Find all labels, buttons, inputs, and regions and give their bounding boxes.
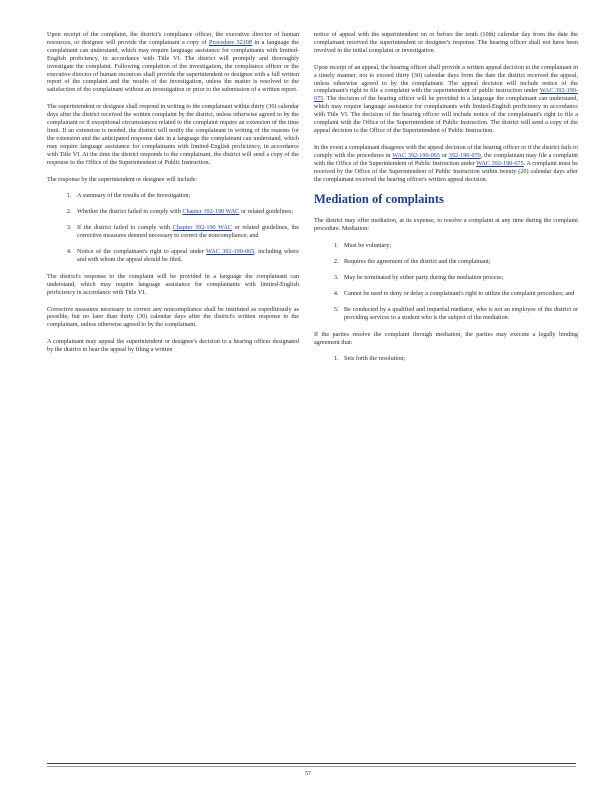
- paragraph-notice-of-appeal: notice of appeal with the superintendent on or before the tenth (10th) calendar day from the date the complainant received the superintendent or designee's response. The hearing officer shall not have been involved in the initial complaint or investigation.: [314, 31, 578, 54]
- list-item: 4. Cannot be used to deny or delay a complainant's right to utilize the complaint procedure; and: [340, 290, 578, 298]
- section-heading-mediation: Mediation of complaints: [314, 192, 444, 207]
- chapter-392-190-wac-link[interactable]: Chapter 392-190 WAC: [182, 208, 240, 216]
- paragraph-ospi-complaint: In the event a complainant disagrees with the appeal decision of the hearing officer or if the district fails to comply with the procedures in WAC 392-190-065 or 392-190-070, the complainant may file a complaint with the Office of the Superintendent of Public Instruction under WAC 392-190-075. A complaint must be received by the Office of the Superintendent of Public Instruction within twenty (20) calendar days after the complainant received the hearing officer's written appeal decision.: [314, 143, 579, 183]
- list-item: 3. If the district failed to comply with Chapter 392-190 WAC or related guidelines, the corrective measures deemed necessary to correct the noncompliance; and: [73, 224, 299, 240]
- list-item: 3. May be terminated by either party during the mediation process;: [340, 274, 578, 282]
- list-item: 2. Whether the district failed to comply with Chapter 392-190 WAC or related guidelines;: [73, 208, 299, 216]
- list-item: 1. A summary of the results of the investigation;: [73, 192, 299, 200]
- list-item: 1. Must be voluntary;: [340, 242, 578, 250]
- paragraph-corrective-measures: Corrective measures necessary to correct any noncompliance shall be instituted as expeditiously as possible, but no later than thirty (30) calendar days after the district's written response to the complainant, unless otherwise agreed to by the complainant.: [47, 305, 299, 329]
- list-item: 5. Be conducted by a qualified and impartial mediator, who is not an employee of the district or providing services to a student who is the subject of the mediation.: [340, 306, 578, 322]
- left-column: [47, 31, 299, 363]
- wac-392-190-075-link[interactable]: WAC 392-190-075: [314, 87, 578, 103]
- page-number: 57: [305, 771, 311, 777]
- paragraph-mediation-agreement: If the parties resolve the complaint through mediation, the parties may execute a legally binding agreement that:: [314, 330, 578, 346]
- wac-392-190-075-link[interactable]: WAC 392-190-075: [476, 159, 524, 167]
- right-column: [314, 31, 578, 372]
- paragraph-superintendent-response: The superintendent or designee shall respond in writing to the complainant within thirty (30) calendar days after the district received the written complaint by the district, unless otherwise agreed to by the complainant or if exceptional circumstances related to the complaint require an extension of the time limit. If an extension is needed, the district will notify the complainant in writing of the reasons for the extension and the anticipated response date in a language the complainant can understand, which may require language assistance for complainants with limited-English proficiency, in accordance with Title VI. At the time the district responds to the complainant, the district will send a copy of the response to the Office of the Superintendent of Public Instruction.: [47, 103, 299, 166]
- paragraph-response-language: The district's response to the complaint will be provided in a language the complainant can understand, which may require language assistance for complainants with limited-English proficiency in accordance with Title VI.: [47, 272, 299, 296]
- wac-392-190-065-link[interactable]: WAC 392-190-065: [206, 248, 255, 256]
- mediation-list: [314, 242, 578, 321]
- wac-392-190-065-link[interactable]: WAC 392-190-065: [392, 151, 440, 159]
- list-item: 2. Requires the agreement of the district and the complainant;: [340, 258, 578, 266]
- paragraph-response-include: The response by the superintendent or designee will include:: [47, 175, 198, 183]
- agreement-list: [314, 355, 578, 363]
- paragraph-complaint-receipt: Upon receipt of the complaint, the district's compliance officer, the executive director of human resources, or designee will provide the complainant a copy of Procedure 3210P in a language the complainant can understand, which may require language assistance for complainants with limited-English proficiency, in accordance with Title VI. The district will promptly and thoroughly investigate the complaint. Following completion of the investigation, the compliance officer or the executive director of human resources shall provide the superintendent or designee with a full written report of the complaint and the results of the investigation, unless the matter is resolved to the satisfaction of the complainant without an investigation or prior to the submission of a written report.: [47, 31, 300, 94]
- paragraph-mediation-intro: The district may offer mediation, at its expense, to resolve a complaint at any time during the complaint procedure. Mediation:: [314, 217, 578, 233]
- procedure-3210p-link[interactable]: Procedure 3210P: [209, 38, 253, 46]
- wac-392-190-070-link[interactable]: 392-190-070: [448, 151, 481, 159]
- paragraph-appeal: A complainant may appeal the superintendent or designee's decision to a hearing officer designated by the district to hear the appeal by filing a written: [47, 338, 299, 354]
- chapter-392-190-wac-link[interactable]: Chapter 392-190 WAC: [172, 224, 232, 232]
- list-item: 1. Sets forth the resolution;: [340, 355, 578, 363]
- footer-divider: [47, 763, 576, 764]
- list-item: 4. Notice of the complainant's right to appeal under WAC 392-190-065, including where and with whom the appeal should be filed.: [73, 248, 299, 264]
- response-items-list: [47, 192, 299, 263]
- footer-divider: [47, 766, 576, 767]
- paragraph-hearing-officer: Upon receipt of an appeal, the hearing officer shall provide a written appeal decision to the complainant in a timely manner, not to exceed thirty (30) calendar days from the date the district received the appeal, unless otherwise agreed to by the complainant. The appeal decision will include notice of the complainant's right to file a complaint with the superintendent of public instruction under WAC 392-190-075. The decision of the hearing officer will be provided in a language the complainant can understand, which may require language assistance for complainants with limited-English proficiency in accordance with Title VI. The decision of the hearing officer will include notice of the complainant's right to file a complaint with the Office of the Superintendent of Public Instruction. The district will send a copy of the appeal decision to the Office of the Superintendent of Public Instruction.: [314, 63, 578, 134]
